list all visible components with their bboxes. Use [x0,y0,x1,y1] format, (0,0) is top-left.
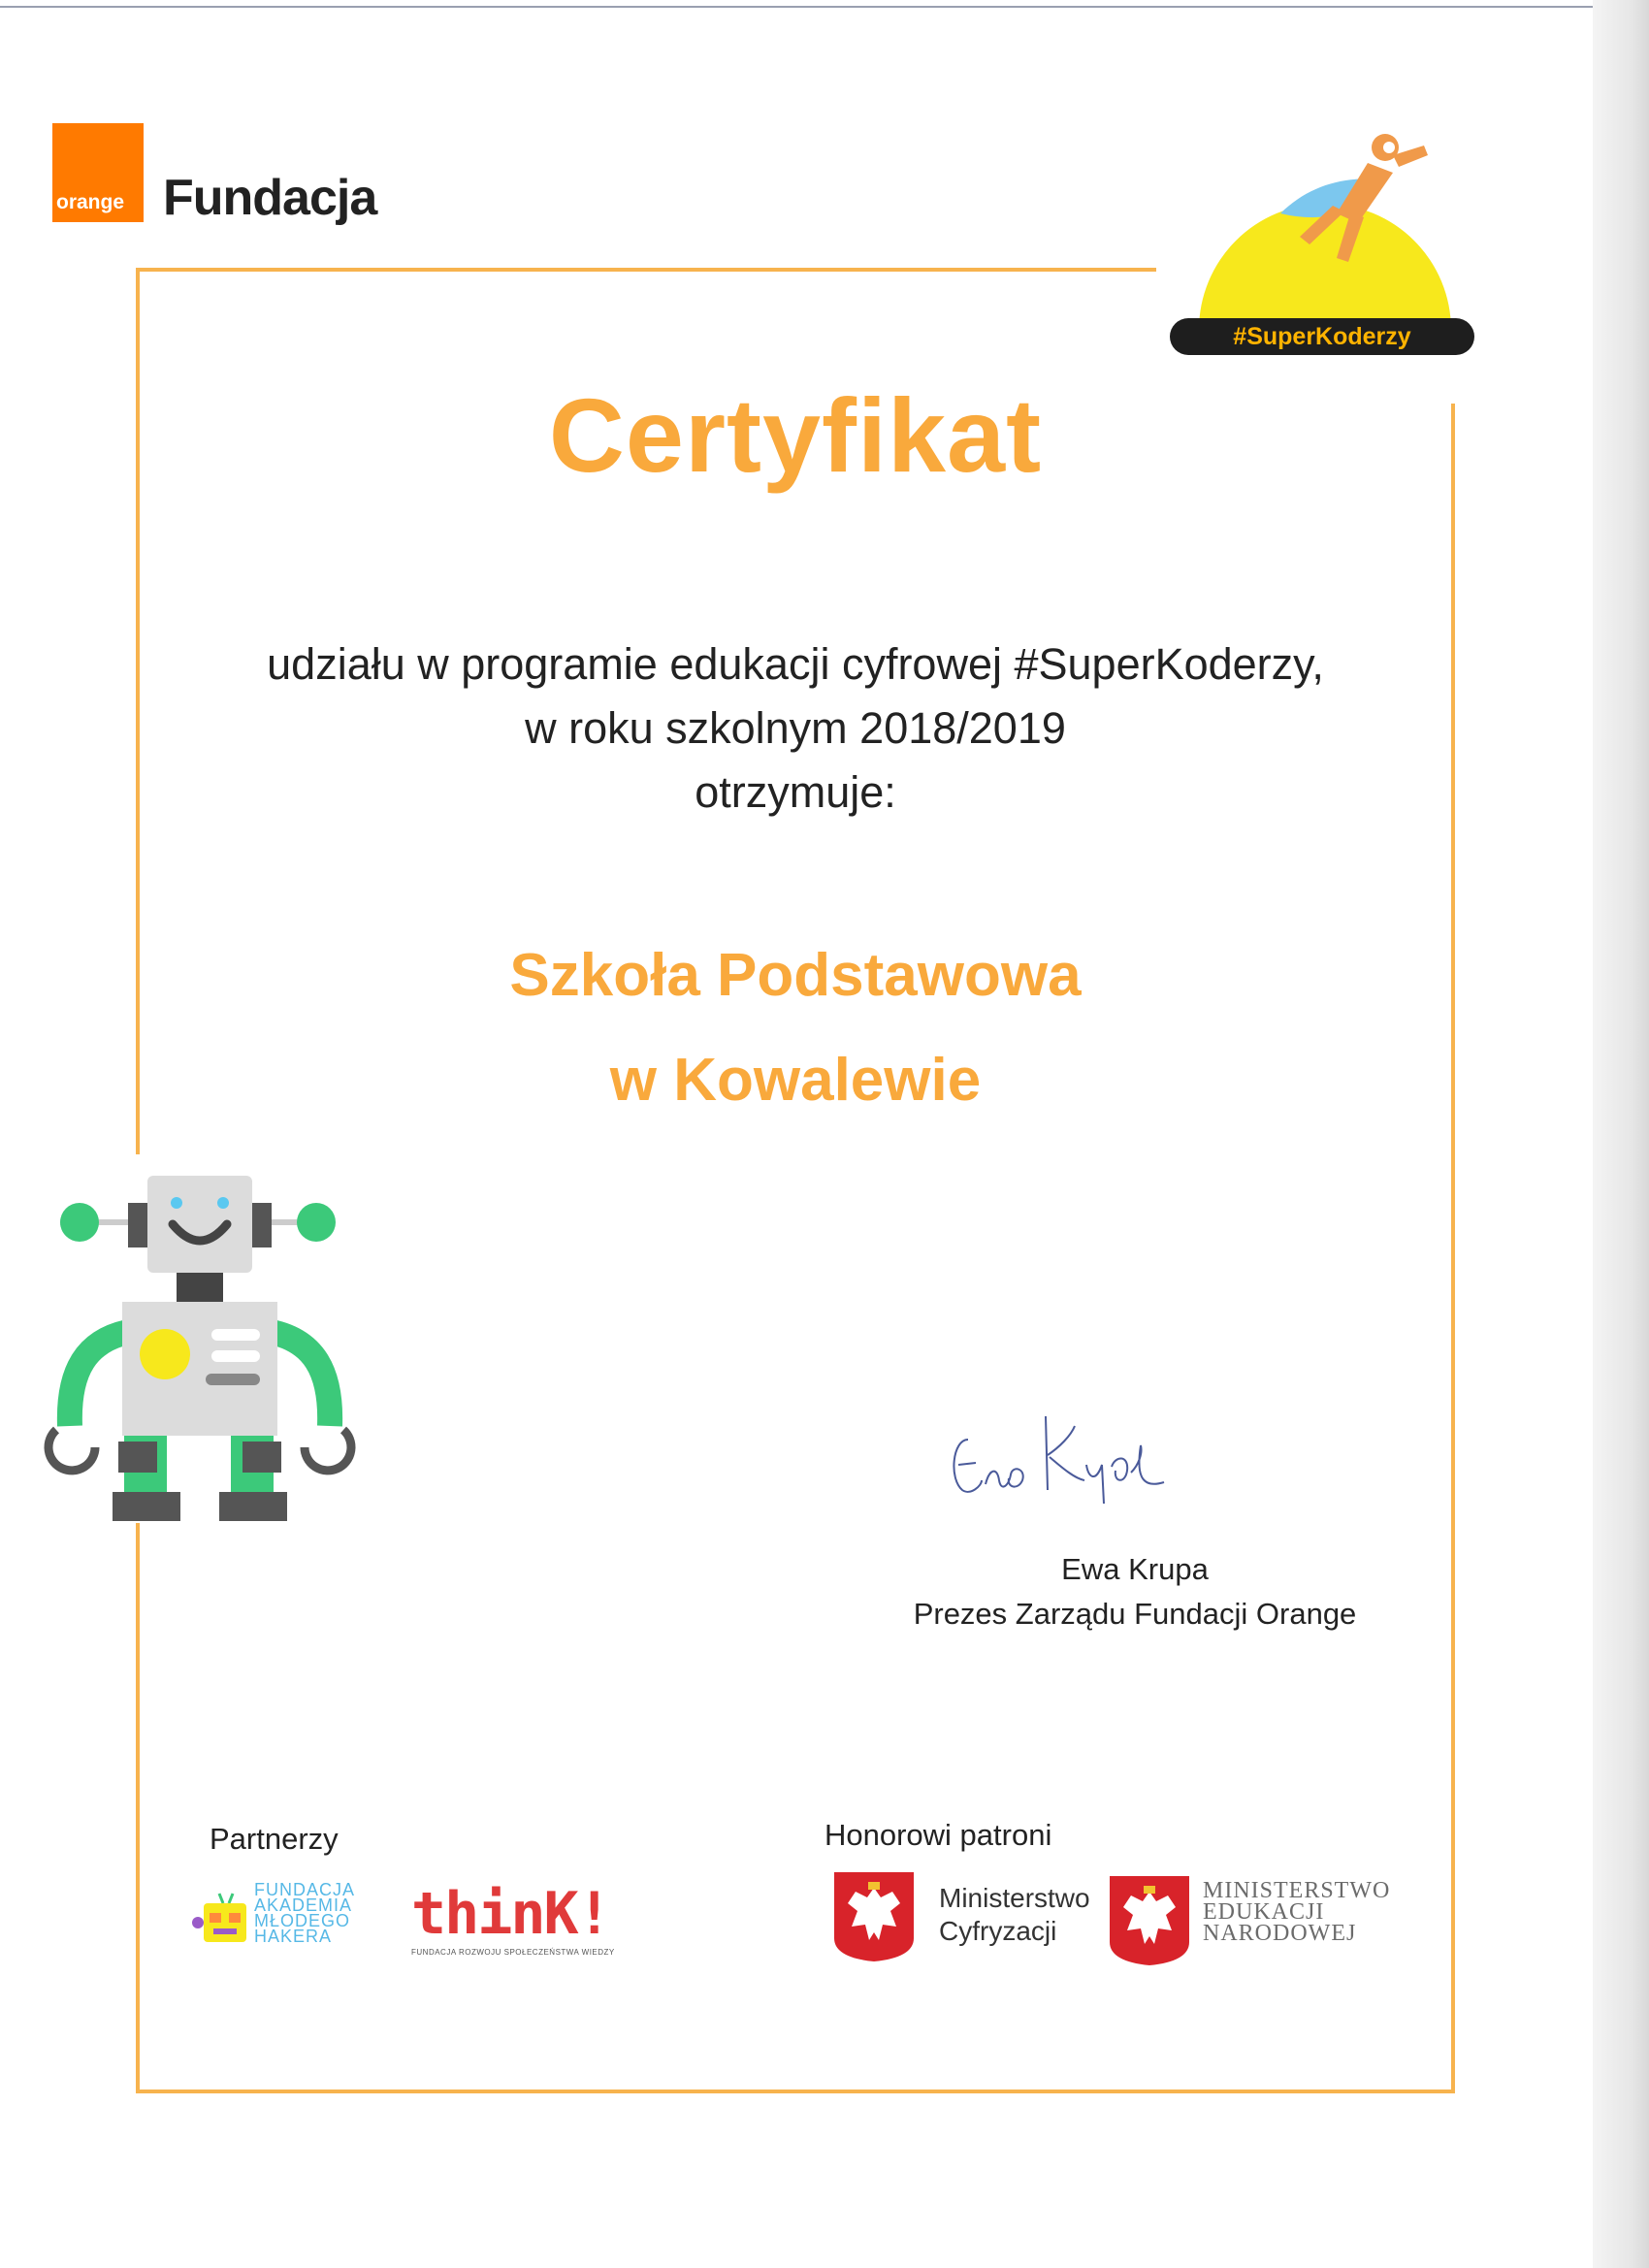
superhero-eye-icon [1383,142,1395,153]
patrons-label: Honorowi patroni [824,1818,1052,1852]
akademia-line: MŁODEGO [254,1911,351,1930]
robot-head-icon [190,1890,254,1950]
scan-edge-top [0,6,1649,8]
akademia-line: AKADEMIA [254,1895,353,1915]
frame-top [136,268,1156,272]
certificate-line: otrzymuje: [695,767,896,817]
think-logo [411,1880,615,1958]
polish-eagle-emblem-icon [1108,1874,1191,1967]
certificate-title: Certyfikat [548,376,1043,494]
signatory-name: Ewa Krupa [1061,1552,1209,1586]
signatory-role: Prezes Zarządu Fundacji Orange [913,1597,1357,1631]
akademia-line: HAKERA [254,1927,333,1946]
frame-bottom [136,2090,1455,2093]
recipient-name [0,923,1591,1133]
robot-illustration-icon [12,1164,390,1533]
akademia-line: FUNDACJA [254,1880,356,1899]
akademia-text [254,1882,355,1944]
superkoderzy-label: #SuperKoderzy [1170,318,1474,355]
think-subtitle: FUNDACJA ROZWOJU SPOŁECZEŃSTWA WIEDZY [411,1948,615,1957]
scan-edge-right [1593,0,1649,2268]
frame-left-lower [136,1523,140,2093]
handwritten-signature [939,1397,1211,1533]
recipient-line: Szkoła Podstawowa [509,942,1082,1009]
ministry-education-line: NARODOWEJ [1203,1921,1357,1946]
recipient-line: w Kowalewie [609,1047,982,1114]
certificate-line: w roku szkolnym 2018/2019 [525,703,1066,753]
ministry-digital-line: Ministerstwo [939,1883,1090,1913]
ministry-education-line: MINISTERSTWO [1203,1878,1391,1903]
certificate-body [0,632,1591,825]
ministry-education-text [1203,1880,1390,1944]
signatory-block [873,1547,1397,1636]
ministry-digital-text [939,1882,1090,1948]
orange-logo-text: orange [56,191,125,213]
ministry-education-line: EDUKACJI [1203,1899,1325,1925]
foundation-word: Fundacja [163,170,377,226]
partners-label: Partnerzy [210,1822,339,1856]
certificate-line: udziału w programie edukacji cyfrowej #SuperKoderzy, [267,639,1324,689]
think-word: thinK! [411,1880,610,1948]
orange-logo [52,123,144,222]
polish-eagle-emblem-icon [832,1870,916,1963]
ministry-digital-line: Cyfryzacji [939,1916,1057,1946]
akademia-mlodego-hakera-logo [190,1882,384,1954]
